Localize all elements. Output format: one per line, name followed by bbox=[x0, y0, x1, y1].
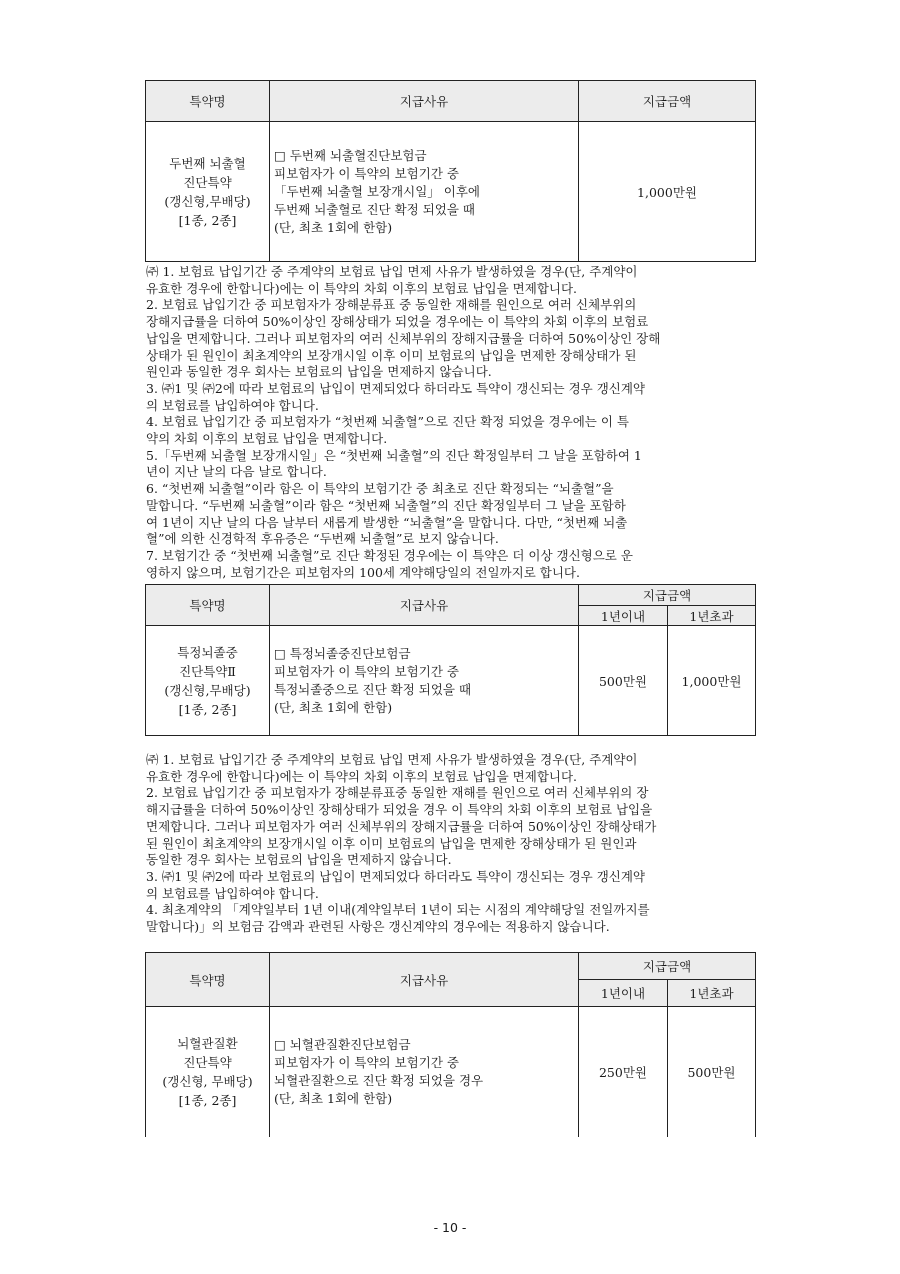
note-line: 유효한 경우에 한합니다)에는 이 특약의 차회 이후의 보험료 납입을 면제합니다. bbox=[146, 280, 578, 296]
note-line: 유효한 경우에 한합니다)에는 이 특약의 차회 이후의 보험료 납입을 면제합니다. bbox=[146, 768, 578, 784]
rider-name-line: (갱신형,무배당) bbox=[164, 193, 251, 209]
rider-name-line: 뇌혈관질환 bbox=[177, 1035, 238, 1051]
payment-reason-cell bbox=[270, 1007, 579, 1137]
reason-line: 피보험자가 이 특약의 보험기간 중 bbox=[274, 663, 459, 679]
header-rider-name: 특약명 bbox=[146, 81, 270, 122]
payment-reason-cell bbox=[270, 122, 579, 262]
reason-line: □ 특정뇌졸중진단보험금 bbox=[274, 645, 411, 661]
note-line: 납입을 면제합니다. 그러나 피보험자의 여러 신체부위의 장해지급률을 더하여 50%이상인 장해 bbox=[146, 330, 661, 346]
reason-line: (단, 최초 1회에 한함) bbox=[274, 219, 393, 235]
notes-section-2 bbox=[146, 752, 760, 936]
page-number: - 10 - bbox=[433, 1220, 467, 1235]
rider-name-line: (갱신형,무배당) bbox=[164, 682, 251, 698]
header-payment-amount: 지급금액 bbox=[579, 585, 756, 606]
notes-section-1 bbox=[146, 264, 760, 581]
header-payment-amount: 지급금액 bbox=[579, 81, 756, 122]
header-rider-name: 특약명 bbox=[146, 585, 270, 626]
note-line: 말합니다)」의 보험금 감액과 관련된 사항은 갱신계약의 경우에는 적용하지 않습니다. bbox=[146, 919, 610, 935]
rider-name-cell bbox=[146, 122, 270, 262]
note-line: 동일한 경우 회사는 보험료의 납입을 면제하지 않습니다. bbox=[146, 852, 452, 868]
rider-name-line: 진단특약 bbox=[183, 1054, 232, 1070]
note-line: 상태가 된 원인이 최초계약의 보장개시일 이후 이미 보험료의 납입을 면제한 장해상태가 된 bbox=[146, 347, 637, 363]
note-line: 장해지급률을 더하여 50%이상인 장해상태가 되었을 경우에는 이 특약의 차회 이후의 보험료 bbox=[146, 314, 649, 330]
rider-name-line: 진단특약Ⅱ bbox=[179, 663, 236, 679]
rider-name-line: [1종, 2종] bbox=[178, 1092, 237, 1108]
payment-amount-cell: 1,000만원 bbox=[579, 122, 756, 262]
note-line: 2. 보험료 납입기간 중 피보험자가 장해분류표중 동일한 재해를 원인으로 여러 신체부위의 장 bbox=[146, 785, 649, 801]
note-line: 의 보험료를 납입하여야 합니다. bbox=[146, 885, 319, 901]
note-line: 혈”에 의한 신경학적 후유증은 “두번째 뇌출혈”로 보지 않습니다. bbox=[146, 531, 499, 547]
header-payment-reason: 지급사유 bbox=[270, 585, 579, 626]
rider-name-cell bbox=[146, 626, 270, 736]
rider-name-line: 진단특약 bbox=[183, 174, 232, 190]
note-line: 3. ㈜1 및 ㈜2에 따라 보험료의 납입이 면제되었다 하더라도 특약이 갱신되는 경우 갱신계약 bbox=[146, 868, 645, 884]
rider-table-second-hemorrhage bbox=[145, 80, 756, 262]
note-line: ㈜ 1. 보험료 납입기간 중 주계약의 보험료 납입 면제 사유가 발생하였을 경우(단, 주계약이 bbox=[146, 752, 638, 767]
rider-table-specific-stroke bbox=[145, 584, 756, 736]
note-line: 2. 보험료 납입기간 중 피보험자가 장해분류표 중 동일한 재해를 원인으로 여러 신체부위의 bbox=[146, 297, 637, 313]
rider-name-line: [1종, 2종] bbox=[178, 212, 237, 228]
note-line: 여 1년이 지난 날의 다음 날부터 새롭게 발생한 “뇌출혈”을 말합니다. 다만, “첫번째 뇌출 bbox=[146, 514, 628, 530]
reason-line: (단, 최초 1회에 한함) bbox=[274, 1090, 393, 1106]
reason-line: 피보험자가 이 특약의 보험기간 중 bbox=[274, 1054, 459, 1070]
rider-name-line: 두번째 뇌출혈 bbox=[169, 155, 246, 171]
reason-line: 뇌혈관질환으로 진단 확정 되었을 경우 bbox=[274, 1072, 484, 1088]
payment-reason-cell bbox=[270, 626, 579, 736]
amount-within-1year: 250만원 bbox=[579, 1007, 668, 1137]
note-line: ㈜ 1. 보험료 납입기간 중 주계약의 보험료 납입 면제 사유가 발생하였을 경우(단, 주계약이 bbox=[146, 264, 638, 279]
note-line: 해지급률을 더하여 50%이상인 장해상태가 되었을 경우 이 특약의 차회 이후의 보험료 납입을 bbox=[146, 802, 653, 818]
rider-table-cerebrovascular bbox=[145, 952, 756, 1137]
rider-name-line: (갱신형, 무배당) bbox=[162, 1073, 253, 1089]
header-rider-name: 특약명 bbox=[146, 953, 270, 1007]
amount-over-1year: 500만원 bbox=[668, 1007, 756, 1137]
subheader-within-1year: 1년이내 bbox=[579, 606, 668, 626]
note-line: 년이 지난 날의 다음 날로 합니다. bbox=[146, 464, 327, 480]
note-line: 7. 보험기간 중 “첫번째 뇌출혈”로 진단 확정된 경우에는 이 특약은 더 이상 갱신형으로 운 bbox=[146, 547, 633, 563]
amount-within-1year: 500만원 bbox=[579, 626, 668, 736]
subheader-within-1year: 1년이내 bbox=[579, 980, 668, 1007]
note-line: 된 원인이 최초계약의 보장개시일 이후 이미 보험료의 납입을 면제한 장해상태가 된 원인과 bbox=[146, 835, 637, 851]
note-line: 말합니다. “두번째 뇌출혈”이라 함은 “첫번째 뇌출혈”의 진단 확정일부터 그 날을 포함하 bbox=[146, 497, 626, 513]
header-payment-reason: 지급사유 bbox=[270, 953, 579, 1007]
header-payment-amount: 지급금액 bbox=[579, 953, 756, 980]
note-line: 원인과 동일한 경우 회사는 보험료의 납입을 면제하지 않습니다. bbox=[146, 364, 492, 380]
subheader-over-1year: 1년초과 bbox=[668, 980, 756, 1007]
note-line: 4. 최초계약의 「계약일부터 1년 이내(계약일부터 1년이 되는 시점의 계약해당일 전일까지를 bbox=[146, 902, 650, 918]
note-line: 의 보험료를 납입하여야 합니다. bbox=[146, 397, 319, 413]
note-line: 4. 보험료 납입기간 중 피보험자가 “첫번째 뇌출혈”으로 진단 확정 되었을 경우에는 이 특 bbox=[146, 414, 629, 430]
reason-line: 피보험자가 이 특약의 보험기간 중 bbox=[274, 165, 459, 181]
subheader-over-1year: 1년초과 bbox=[668, 606, 756, 626]
rider-name-line: 특정뇌졸중 bbox=[177, 644, 238, 660]
reason-line: (단, 최초 1회에 한함) bbox=[274, 699, 393, 715]
reason-line: □ 두번째 뇌출혈진단보험금 bbox=[274, 147, 427, 163]
note-line: 약의 차회 이후의 보험료 납입을 면제합니다. bbox=[146, 431, 388, 447]
note-line: 6. “첫번째 뇌출혈”이라 함은 이 특약의 보험기간 중 최초로 진단 확정되는 “뇌출혈”을 bbox=[146, 481, 614, 497]
amount-over-1year: 1,000만원 bbox=[668, 626, 756, 736]
rider-name-line: [1종, 2종] bbox=[178, 701, 237, 717]
note-line: 3. ㈜1 및 ㈜2에 따라 보험료의 납입이 면제되었다 하더라도 특약이 갱신되는 경우 갱신계약 bbox=[146, 380, 645, 396]
reason-line: 두번째 뇌출혈로 진단 확정 되었을 때 bbox=[274, 201, 475, 217]
note-line: 5.「두번째 뇌출혈 보장개시일」은 “첫번째 뇌출혈”의 진단 확정일부터 그 날을 포함하여 1 bbox=[146, 447, 642, 463]
note-line: 면제합니다. 그러나 피보험자가 여러 신체부위의 장해지급률을 더하여 50%이상인 장해상태가 bbox=[146, 818, 657, 834]
header-payment-reason: 지급사유 bbox=[270, 81, 579, 122]
reason-line: 「두번째 뇌출혈 보장개시일」 이후에 bbox=[274, 183, 480, 199]
reason-line: □ 뇌혈관질환진단보험금 bbox=[274, 1036, 411, 1052]
rider-name-cell bbox=[146, 1007, 270, 1137]
reason-line: 특정뇌졸중으로 진단 확정 되었을 때 bbox=[274, 681, 472, 697]
note-line: 영하지 않으며, 보험기간은 피보험자의 100세 계약해당일의 전일까지로 합니다. bbox=[146, 564, 580, 580]
